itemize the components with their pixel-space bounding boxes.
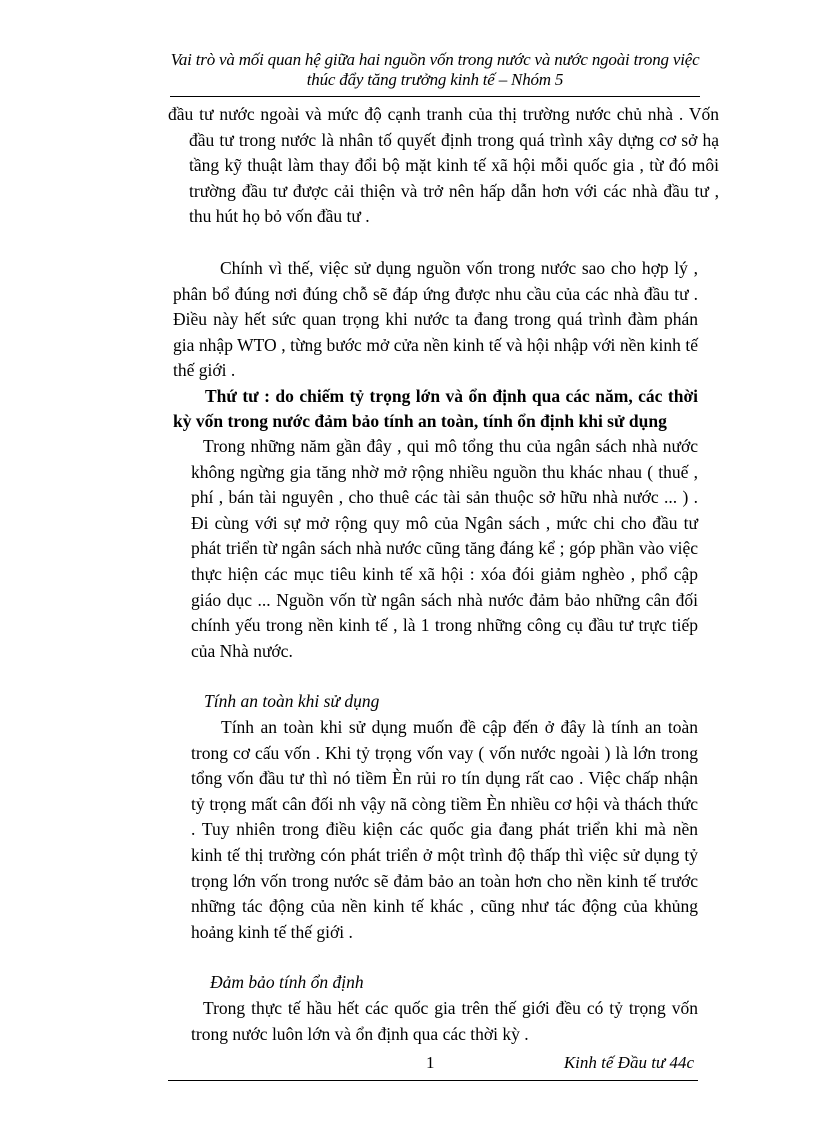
paragraph-2: Chính vì thế, việc sử dụng nguồn vốn trong nước sao cho hợp lý , phân bổ đúng nơi đúng chỗ sẽ đáp ứng được nhu cầu của các nhà đầu tư . Điều này hết sức quan trọng khi nước ta đang trong quá trình đàm phán gia nhập WTO , từng bước mở cửa nền kinh tế và hội nhập với nền kinh tế thế giới .: [173, 258, 698, 381]
page-number: 1: [426, 1053, 435, 1072]
subheading-safety: Tính an toàn khi sử dụng: [204, 691, 380, 711]
paragraph-4: Trong những năm gần đây , qui mô tổng thu của ngân sách nhà nước không ngừng gia tăng nhờ mở rộng nhiều nguồn thu khác nhau ( thuế , phí , bán tài nguyên , cho thuê các tài sản thuộc sở hữu nhà nước ... ) . Đi cùng với sự mở rộng quy mô của Ngân sách , mức chi cho đầu tư phát triển từ ngân sách nhà nước cũng tăng đáng kể ; góp phần vào việc thực hiện các mục tiêu kinh tế xã hội : xóa đói giảm nghèo , phổ cập giáo dục ... Nguồn vốn từ ngân sách nhà nước đảm bảo những cân đối chính yếu trong nền kinh tế , là 1 trong những công cụ đầu tư trực tiếp của Nhà nước.: [191, 436, 698, 661]
header-divider: [170, 96, 700, 97]
footer-divider: [168, 1080, 698, 1081]
running-header: Vai trò và mối quan hệ giữa hai nguồn vốn trong nước và nước ngoài trong việc thúc đẩy tăng trưởng kinh tế – Nhóm 5: [170, 50, 700, 89]
page-footer: [168, 1053, 698, 1077]
section-heading-bold: Thứ tư : do chiếm tỷ trọng lớn và ổn định qua các năm, các thời kỳ vốn trong nước đảm bảo tính an toàn, tính ổn định khi sử dụng: [173, 386, 698, 431]
footer-label: Kinh tế Đầu tư 44c: [563, 1053, 694, 1072]
paragraph-6: Tính an toàn khi sử dụng muốn đề cập đến ở đây là tính an toàn trong cơ cấu vốn . Khi tỷ trọng vốn vay ( vốn nước ngoài ) là lớn trong tổng vốn đầu tư thì nó tiềm Èn rủi ro tín dụng rất cao . Việc chấp nhận tỷ trọng mất cân đối nh vậy nã còng tiềm Èn nhiều cơ hội và thách thức . Tuy nhiên trong điều kiện các quốc gia đang phát triển khi mà nền kinh tế thị trường cón phát triển ở một trình độ thấp thì việc sử dụng tỷ trọng lớn vốn trong nước sẽ đảm bảo an toàn hơn cho nền kinh tế trước những tác động của nền kinh tế khác , cũng như tác động của khủng hoảng kinh tế thế giới .: [191, 717, 698, 942]
paragraph-1: đầu tư nước ngoài và mức độ cạnh tranh của thị trường nước chủ nhà . Vốn đầu tư trong nước là nhân tố quyết định trong quá trình xây dựng cơ sở hạ tầng kỹ thuật làm thay đổi bộ mặt kinh tế xã hội mỗi quốc gia , từ đó môi trường đầu tư được cải thiện và trở nên hấp dẫn hơn với các nhà đầu tư , thu hút họ bỏ vốn đầu tư .: [168, 104, 719, 227]
subheading-stability: Đảm bảo tính ổn định: [210, 972, 364, 992]
paragraph-8: Trong thực tế hầu hết các quốc gia trên thế giới đều có tỷ trọng vốn trong nước luôn lớn và ổn định qua các thời kỳ .: [191, 998, 698, 1044]
